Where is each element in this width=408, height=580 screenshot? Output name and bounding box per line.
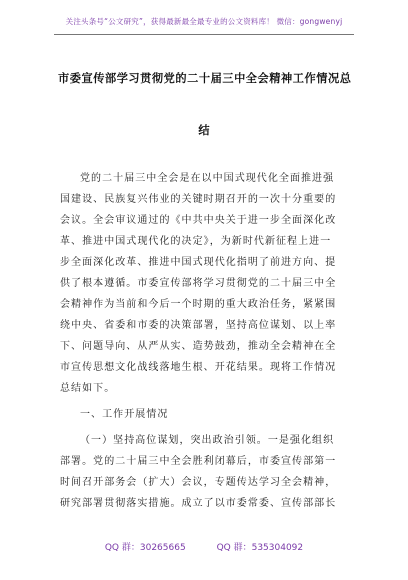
header-banner: 关注头条号“公文研究”，获得最新最全最专业的公文资料库！ 微信：gongwenyj: [65, 17, 343, 26]
body-line-3: 会议。全会审议通过的《中共中央关于进一步全面深化改: [60, 215, 337, 226]
body-line-2: 国建设、民族复兴伟业的关键时期召开的一次十分重要的: [60, 194, 337, 205]
document-title-continuation: 结: [198, 124, 210, 137]
body-line-8: 绕中央、省委和市委的决策部署，坚持高位谋划、以上率: [60, 320, 337, 331]
body-line-15: 时间召开部务会（扩大）会议，专题传达学习全会精神，: [60, 477, 337, 488]
section-heading: 一、工作开展情况: [80, 409, 169, 420]
body-line-5: 步全面深化改革、推进中国式现代化指明了前进方向、提: [60, 257, 337, 268]
body-line-11: 总结如下。: [60, 383, 116, 394]
body-line-10: 市宣传思想文化战线落地生根、开花结果。现将工作情况: [60, 362, 337, 373]
body-line-13: （一）坚持高位谋划，突出政治引领。一是强化组织: [80, 435, 335, 446]
body-line-14: 部署。党的二十届三中全会胜利闭幕后，市委宣传部第一: [60, 456, 337, 467]
document-body: [60, 172, 360, 522]
footer-contacts: [0, 540, 408, 553]
header-divider: [54, 34, 354, 35]
footer-qq-group-2: QQ 群：535304092: [216, 543, 304, 553]
document-title: 市委宣传部学习贯彻党的二十届三中全会精神工作情况总: [58, 72, 352, 85]
body-line-7: 会精神作为当前和今后一个时期的重大政治任务，紧紧围: [60, 299, 337, 310]
body-line-6: 供了根本遵循。市委宣传部将学习贯彻党的二十届三中全: [60, 278, 337, 289]
body-line-9: 下、问题导向、从严从实、造势鼓劲，推动全会精神在全: [60, 341, 337, 352]
body-line-1: 党的二十届三中全会是在以中国式现代化全面推进强: [80, 173, 335, 184]
body-line-16: 研究部署贯彻落实措施。成立了以市委常委、宣传部部长: [60, 498, 337, 509]
body-line-4: 革、推进中国式现代化的决定》，为新时代新征程上进一: [60, 236, 332, 247]
footer-qq-group-1: QQ 群：30265665: [104, 543, 186, 553]
